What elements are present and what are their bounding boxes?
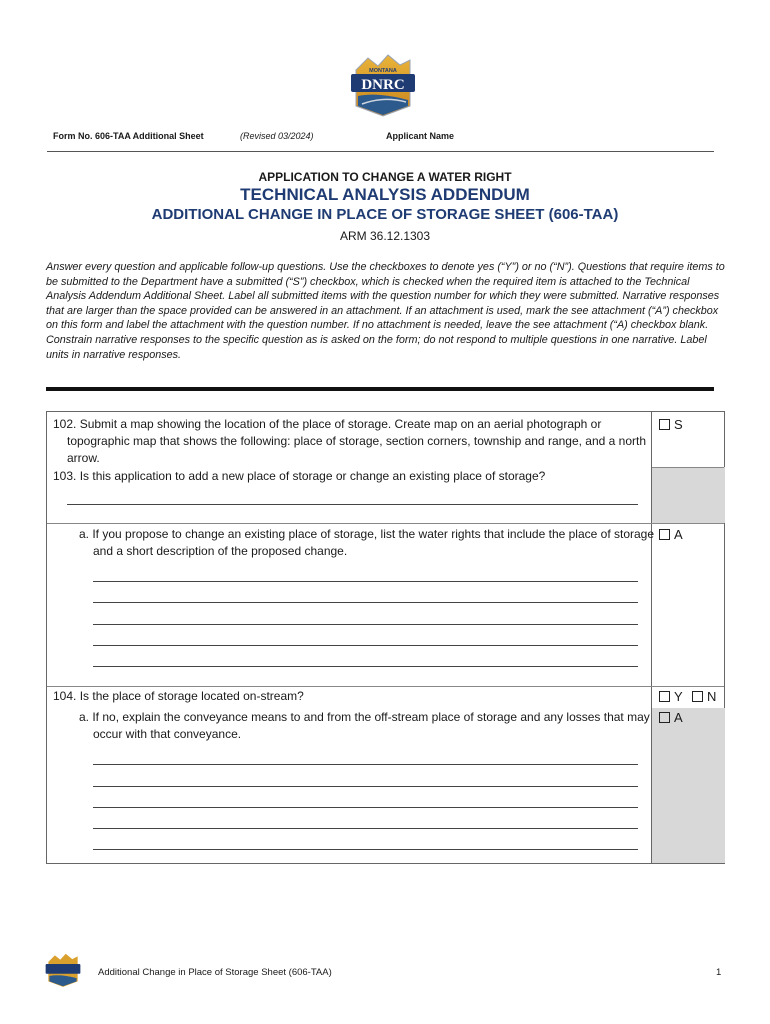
question-104: 104. Is the place of storage located on-stream? bbox=[53, 689, 304, 703]
checkbox-104a-a[interactable] bbox=[659, 710, 683, 725]
answer-line-104a[interactable] bbox=[93, 786, 638, 787]
checkbox-box[interactable] bbox=[659, 529, 670, 540]
checkbox-104-y[interactable] bbox=[659, 689, 683, 704]
answer-line-103a[interactable] bbox=[93, 624, 638, 625]
page-number: 1 bbox=[716, 967, 722, 978]
answer-line-104a[interactable] bbox=[93, 764, 638, 765]
checkbox-104-n[interactable] bbox=[692, 689, 716, 704]
checkbox-label: Y bbox=[674, 689, 683, 704]
checkbox-box[interactable] bbox=[659, 691, 670, 702]
question-104a: a. If no, explain the conveyance means to and from the off-stream place of storage and any losses that may occur with that conveyance. bbox=[79, 710, 650, 741]
dnrc-logo-small bbox=[44, 951, 82, 989]
answer-line-103a[interactable] bbox=[93, 645, 638, 646]
form-number: Form No. 606-TAA Additional Sheet bbox=[53, 131, 204, 141]
question-103: 103. Is this application to add a new place of storage or change an existing place of storage? bbox=[53, 469, 546, 483]
checkbox-box[interactable] bbox=[659, 712, 670, 723]
logo-agency-text: DNRC bbox=[361, 77, 405, 93]
checkbox-103a-a[interactable] bbox=[659, 527, 683, 542]
checkbox-102-s[interactable] bbox=[659, 417, 683, 432]
applicant-name-label: Applicant Name bbox=[386, 131, 455, 141]
instructions: Answer every question and applicable follow-up questions. Use the checkboxes to denote yes (“Y”) or no (“N”). Questions that require items to be submitted to the Department have a submitted (“S”) checkbox, which is checked when the required item is attached to the Technical Analysis Addendum Additional Sheet. Label all submitted items with the question number for which they were submitted. Narrative responses that are larger than the space provided can be answered in an attachment. If an attachment is used, mark the see attachment (“A”) checkbox on this form and label the attachment with the question number. If no attachment is needed, leave the see attachment (“A) checkbox blank. Constrain narrative responses to the specific question as is asked on the form; do not respond to multiple questions in one narrative. Label units in narrative responses. bbox=[46, 261, 725, 361]
answer-line-103a[interactable] bbox=[93, 581, 638, 582]
title-arm: ARM 36.12.1303 bbox=[339, 229, 431, 243]
checkbox-box[interactable] bbox=[659, 419, 670, 430]
applicant-name-field[interactable] bbox=[47, 151, 714, 152]
answer-line-103a[interactable] bbox=[93, 602, 638, 603]
shaded-cell bbox=[652, 467, 725, 523]
checkbox-label: S bbox=[674, 417, 683, 432]
question-102: 102. Submit a map showing the location of the place of storage. Create map on an aerial photograph or topographic map that shows the following: place of storage, section corners, township and range, and a north arrow. bbox=[53, 417, 647, 465]
answer-line-104a[interactable] bbox=[93, 828, 638, 829]
revision-date: (Revised 03/2024) bbox=[240, 131, 314, 141]
logo-state-text: MONTANA bbox=[369, 68, 397, 74]
question-103a: a. If you propose to change an existing place of storage, list the water rights that include the place of storage and a short description of the proposed change. bbox=[79, 527, 655, 558]
title-application: APPLICATION TO CHANGE A WATER RIGHT bbox=[258, 170, 512, 184]
footer-title: Additional Change in Place of Storage Sheet (606-TAA) bbox=[98, 967, 332, 978]
answer-line-103a[interactable] bbox=[93, 666, 638, 667]
answer-line-104a[interactable] bbox=[93, 807, 638, 808]
title-addendum: TECHNICAL ANALYSIS ADDENDUM bbox=[240, 185, 530, 204]
answer-line-104a[interactable] bbox=[93, 849, 638, 850]
divider bbox=[46, 387, 714, 391]
checkbox-box[interactable] bbox=[692, 691, 703, 702]
answer-line-103[interactable] bbox=[67, 504, 638, 505]
checkbox-label: N bbox=[707, 689, 717, 704]
dnrc-logo bbox=[348, 52, 418, 118]
checkbox-label: A bbox=[674, 527, 683, 542]
shaded-cell bbox=[652, 708, 725, 863]
questions-table bbox=[46, 411, 725, 864]
checkbox-label: A bbox=[674, 710, 683, 725]
title-sheet: ADDITIONAL CHANGE IN PLACE OF STORAGE SHEET (606-TAA) bbox=[151, 206, 619, 223]
